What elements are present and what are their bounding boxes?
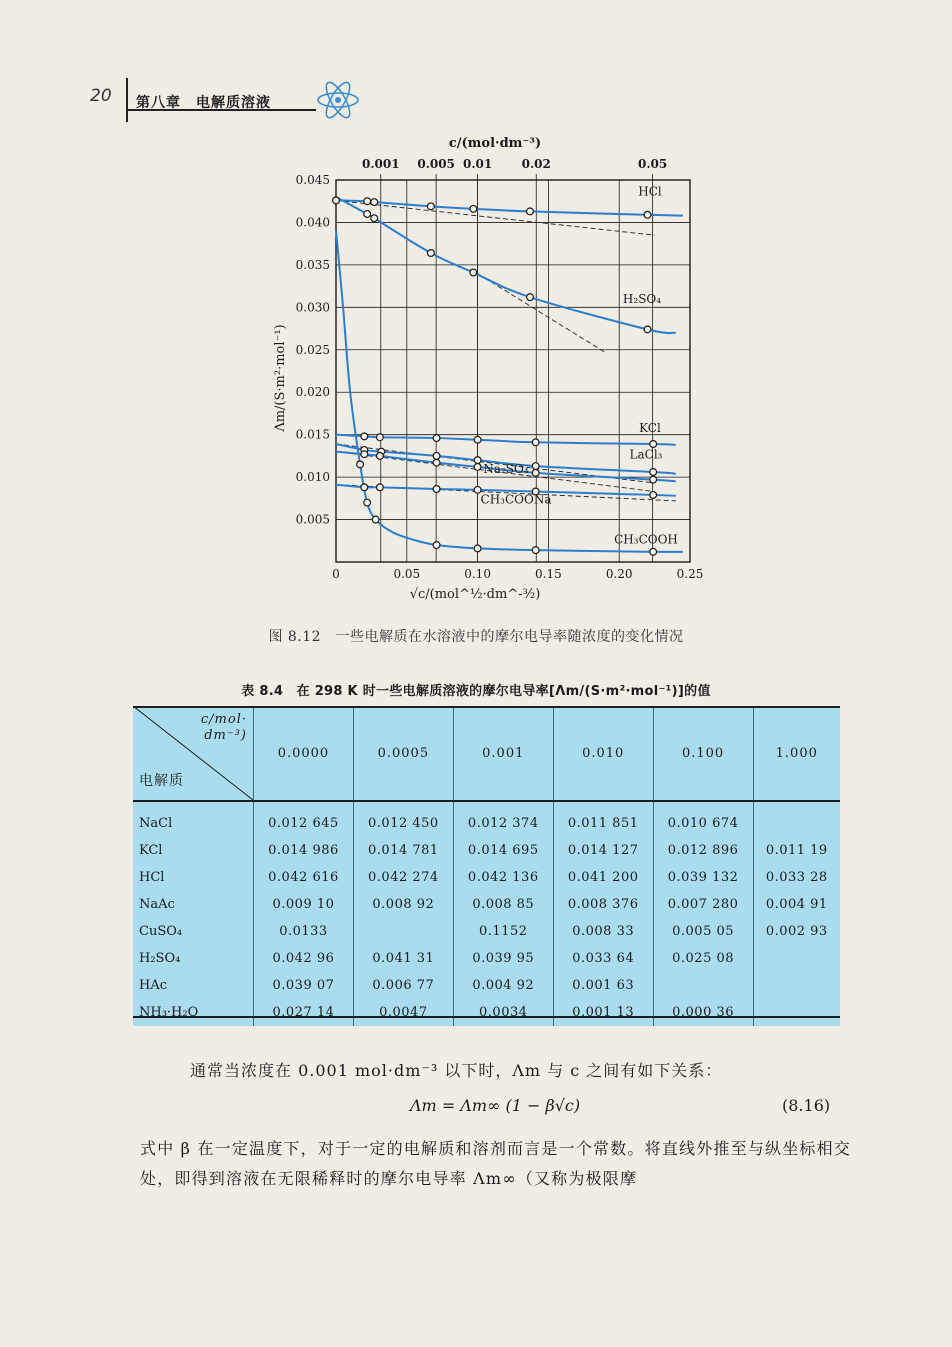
table-cell: 0.001 63 — [553, 972, 653, 999]
table-cell: 0.025 08 — [653, 945, 753, 972]
top-axis-label: c/(mol·dm⁻³) — [448, 136, 542, 151]
y-tick-label: 0.045 — [295, 173, 330, 187]
table-cell: 0.012 374 — [453, 801, 553, 837]
data-point — [527, 208, 534, 215]
equation-number: (8.16) — [782, 1096, 831, 1115]
table-cell: 0.014 695 — [453, 837, 553, 864]
data-point — [364, 211, 371, 218]
y-tick-label: 0.040 — [295, 215, 330, 230]
data-point — [361, 433, 368, 440]
table-cell: 0.005 05 — [653, 918, 753, 945]
data-point — [650, 469, 657, 476]
data-point — [474, 436, 481, 443]
data-point — [532, 463, 539, 470]
y-tick-label: 0.030 — [295, 300, 330, 315]
table-cell — [753, 972, 840, 999]
data-point — [361, 451, 368, 458]
table-cell: 0.039 132 — [653, 864, 753, 891]
table-cell — [753, 999, 840, 1026]
table-cell: 0.0034 — [453, 999, 553, 1026]
table-cell: 0.1152 — [453, 918, 553, 945]
paragraph-explanation: 式中 β 在一定温度下，对于一定的电解质和溶剂而言是一个常数。将直线外推至与纵坐标相交处，即得到溶液在无限稀释时的摩尔电导率 Λm∞（又称为极限摩 — [140, 1139, 852, 1188]
electrolyte-name: CuSO₄ — [133, 918, 254, 945]
table-row — [133, 837, 840, 864]
series-line — [336, 435, 676, 445]
series-label: LaCl₃ — [629, 447, 663, 462]
data-point — [357, 461, 364, 468]
x-tick-label: 0.15 — [535, 567, 562, 581]
conductivity-chart — [230, 120, 730, 610]
data-point — [427, 203, 434, 210]
data-point — [433, 452, 440, 459]
data-point — [333, 197, 340, 204]
table-cell — [653, 972, 753, 999]
data-point — [650, 548, 657, 555]
data-point — [470, 205, 477, 212]
x-axis-label: √c/(mol^½·dm^-³⁄₂) — [409, 587, 541, 602]
table-cell: 0.008 33 — [553, 918, 653, 945]
series-line — [336, 200, 683, 215]
x-tick-label: 0 — [332, 567, 340, 581]
y-tick-label: 0.025 — [295, 342, 330, 357]
data-point — [376, 484, 383, 491]
data-point — [371, 215, 378, 222]
top-tick-label: 0.02 — [521, 157, 551, 171]
table-cell: 0.039 95 — [453, 945, 553, 972]
data-point — [644, 211, 651, 218]
series-label: HCl — [638, 184, 662, 199]
series-label: KCl — [639, 421, 661, 436]
data-point — [371, 199, 378, 206]
y-tick-label: 0.010 — [295, 470, 330, 485]
data-point — [474, 545, 481, 552]
series-label: CH₃COOH — [614, 532, 678, 547]
conductivity-table — [133, 706, 840, 1026]
table-cell: 0.0047 — [353, 999, 453, 1026]
data-point — [433, 435, 440, 442]
table-row — [133, 999, 840, 1026]
table-cell: 0.000 36 — [653, 999, 753, 1026]
electrolyte-name: HAc — [133, 972, 254, 999]
table-cell: 0.002 93 — [765, 924, 828, 939]
data-point — [364, 198, 371, 205]
table-cell: 0.012 450 — [353, 801, 453, 837]
table-cell: 0.008 85 — [453, 891, 553, 918]
data-point — [376, 434, 383, 441]
page-header — [90, 78, 350, 122]
electrolyte-name: KCl — [133, 837, 254, 864]
table-cell: 0.004 91 — [765, 897, 828, 912]
data-point — [650, 476, 657, 483]
table-row — [133, 972, 840, 999]
series-label: CH₃COONa — [480, 492, 552, 507]
table-cell — [353, 918, 453, 945]
data-point — [527, 294, 534, 301]
corner-concentration-label: c/mol· dm⁻³) — [200, 712, 247, 743]
x-tick-label: 0.10 — [464, 567, 491, 581]
figure-caption: 图 8.12 一些电解质在水溶液中的摩尔电导率随浓度的变化情况 — [268, 629, 684, 645]
atom-icon — [315, 80, 361, 120]
series-label: H₂SO₄ — [622, 292, 662, 307]
table-cell: 0.008 376 — [553, 891, 653, 918]
table-header-row — [133, 706, 840, 801]
table-cell: 0.027 14 — [254, 999, 354, 1026]
table-row — [133, 918, 840, 945]
table-cell: 0.001 13 — [553, 999, 653, 1026]
table-cell: 0.012 896 — [653, 837, 753, 864]
top-tick-label: 0.001 — [361, 157, 400, 171]
table-cell: 0.039 07 — [254, 972, 354, 999]
data-point — [361, 484, 368, 491]
series-label: Na₂SO₄ — [483, 461, 529, 476]
electrolyte-name: NH₃·H₂O — [133, 999, 254, 1026]
table-cell: 0.033 28 — [765, 870, 828, 885]
extrapolation-line — [336, 200, 655, 235]
y-tick-label: 0.005 — [295, 512, 330, 527]
table-cell: 0.041 200 — [553, 864, 653, 891]
column-header: 0.010 — [553, 706, 653, 801]
table-cell: 0.011 19 — [765, 843, 828, 858]
column-header: 0.0005 — [353, 706, 453, 801]
x-tick-label: 0.20 — [605, 567, 633, 581]
table-title: 表 8.4 在 298 K 时一些电解质溶液的摩尔电导率[Λm/(S·m²·mol⁻¹)]的值 — [241, 684, 711, 699]
table-cell: 0.041 31 — [353, 945, 453, 972]
y-tick-label: 0.020 — [295, 385, 330, 400]
column-header: 0.001 — [453, 706, 553, 801]
top-tick-label: 0.005 — [417, 157, 455, 171]
data-point — [433, 486, 440, 493]
table-cell: 0.009 10 — [254, 891, 354, 918]
table-corner-cell — [133, 706, 254, 801]
y-tick-label: 0.015 — [295, 427, 330, 442]
corner-electrolyte-label: 电解质 — [139, 773, 184, 789]
column-header: 0.100 — [653, 706, 753, 801]
data-point — [644, 326, 651, 333]
table-cell: 0.042 96 — [254, 945, 354, 972]
table-cell: 0.007 280 — [653, 891, 753, 918]
table-cell: 0.004 92 — [453, 972, 553, 999]
table-cell: 0.014 127 — [553, 837, 653, 864]
table-cell: 0.042 616 — [254, 864, 354, 891]
data-point — [650, 492, 657, 499]
table-cell: 0.033 64 — [553, 945, 653, 972]
top-tick-label: 0.05 — [638, 157, 668, 171]
data-point — [532, 439, 539, 446]
data-point — [376, 452, 383, 459]
x-tick-label: 0.25 — [676, 567, 704, 581]
data-point — [433, 542, 440, 549]
table-cell: 0.042 136 — [453, 864, 553, 891]
page-number: 20 — [90, 86, 112, 106]
equation: Λm = Λm∞ (1 − β√c) — [410, 1096, 581, 1115]
table-row — [133, 891, 840, 918]
table-cell — [753, 801, 840, 837]
y-axis-label: Λm/(S·m²·mol⁻¹) — [273, 324, 288, 432]
data-point — [474, 464, 481, 471]
data-point — [474, 457, 481, 464]
table-cell: 0.011 851 — [553, 801, 653, 837]
electrolyte-name: H₂SO₄ — [133, 945, 254, 972]
table-cell: 0.006 77 — [353, 972, 453, 999]
data-point — [433, 459, 440, 466]
electrolyte-name: NaCl — [133, 801, 254, 837]
chapter-title: 第八章 电解质溶液 — [136, 95, 271, 111]
table-cell: 0.010 674 — [653, 801, 753, 837]
x-tick-label: 0.05 — [393, 567, 421, 581]
header-divider — [126, 78, 128, 122]
table-cell: 0.014 781 — [353, 837, 453, 864]
top-tick-label: 0.01 — [462, 157, 493, 171]
table-cell: 0.0133 — [254, 918, 354, 945]
table-row — [133, 864, 840, 891]
electrolyte-name: NaAc — [133, 891, 254, 918]
paragraph-intro: 通常当浓度在 0.001 mol·dm⁻³ 以下时，Λm 与 c 之间有如下关系： — [190, 1061, 723, 1080]
table-cell: 0.012 645 — [254, 801, 354, 837]
table-cell: 0.014 986 — [254, 837, 354, 864]
table-row — [133, 945, 840, 972]
data-point — [470, 269, 477, 276]
column-header: 1.000 — [753, 706, 840, 801]
data-point — [650, 441, 657, 448]
data-point — [372, 516, 379, 523]
electrolyte-name: HCl — [133, 864, 254, 891]
data-point — [364, 499, 371, 506]
table-row — [133, 801, 840, 837]
axis-ticks — [296, 157, 704, 581]
data-point — [532, 469, 539, 476]
y-tick-label: 0.035 — [295, 257, 330, 272]
table-cell: 0.042 274 — [353, 864, 453, 891]
data-point — [532, 547, 539, 554]
table-cell: 0.008 92 — [353, 891, 453, 918]
column-header: 0.0000 — [254, 706, 354, 801]
table-cell — [753, 945, 840, 972]
data-point — [427, 250, 434, 257]
